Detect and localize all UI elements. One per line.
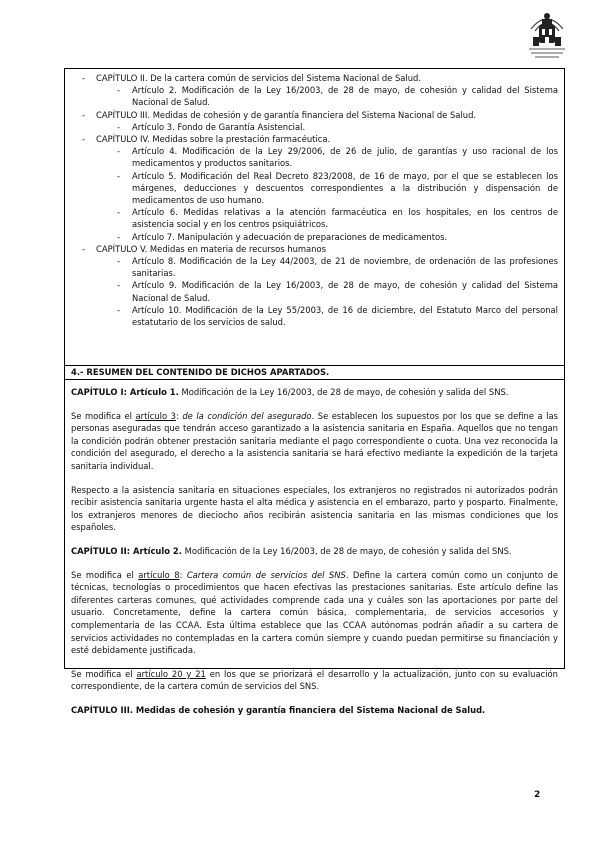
para3-colon: : (179, 569, 187, 580)
para3-pre: Se modifica el (71, 569, 139, 580)
toc-chapter-item (65, 133, 564, 145)
toc-item-text: Artículo 10. Modificación de la Ley 55/2003, de 16 de diciembre, del Estatuto Marco del personal estatutario de los servicios de salud. (132, 304, 558, 328)
section-heading: 4.- RESUMEN DEL CONTENIDO DE DICHOS APARTADOS. (65, 366, 564, 380)
chapter-1-desc: Modificación de la Ley 16/2003, de 28 de mayo, de cohesión y salida del SNS. (178, 387, 509, 397)
toc-article-item (65, 206, 564, 230)
article-3-title: de la condición del asegurado (182, 410, 312, 421)
toc-item-text: Artículo 5. Modificación del Real Decreto 823/2008, de 16 de mayo, por el que se establecen los márgenes, deducciones y descuentos correspondientes a la distribución y dispensación de medicamentos de uso humano. (132, 170, 558, 206)
toc-chapter-item (65, 243, 564, 255)
toc-article-item (65, 121, 564, 133)
toc-article-item (65, 170, 564, 207)
article-8-link: artículo 8 (138, 569, 180, 580)
toc-item-text: Artículo 4. Modificación de la Ley 29/2006, de 26 de julio, de garantías y uso racional de los medicamentos y productos sanitarios. (132, 146, 558, 169)
toc-bullet-dash: - (82, 243, 86, 254)
toc-item-text: Artículo 8. Modificación de la Ley 44/2003, de 21 de noviembre, de ordenación de las profesiones sanitarias. (132, 256, 558, 279)
toc-article-item (65, 231, 564, 243)
toc-item-text: Artículo 6. Medidas relativas a la atención farmacéutica en los hospitales, en los centros de asistencia social y en los centros psiquiátricos. (132, 207, 558, 230)
toc-chapter-item (65, 109, 564, 121)
university-seal-logo (521, 7, 573, 63)
para3-rest: . Define la cartera común como un conjunto de técnicas, tecnologías o procedimientos que hacen efectivas las prestaciones sanitarias. Este artículo define las diferentes carteras comunes, qué actividades comprende cada una y cuáles son las aportaciones por parte del usuario. Concretamente, define la cartera común básica, complementaria, de servicios accesorios y complementaria de las CCAA. Esta última establece que las CCAA autónomas podrán añadir a su cartera de servicios actividades no contempladas en la cartera común siempre y cuando puedan permitirse su financiación y esté debidamente justificada. (71, 569, 559, 656)
toc-bullet-dash: - (82, 73, 86, 83)
toc-article-item (65, 84, 564, 108)
paragraph-cartera-comun (71, 569, 558, 657)
article-3-link: artículo 3 (135, 410, 176, 421)
page-number: 2 (534, 790, 541, 800)
toc-bullet-dash: - (117, 121, 121, 132)
toc-article-item (65, 145, 564, 169)
paragraph-asegurado (71, 410, 558, 473)
toc-chapter-item (65, 72, 564, 84)
toc-bullet-dash: - (117, 207, 121, 218)
toc-item-text: CAPÍTULO II. De la cartera común de servicios del Sistema Nacional de Salud. (96, 73, 422, 83)
toc-item-text: CAPÍTULO V. Medidas en materia de recursos humanos (96, 243, 326, 254)
toc-bullet-dash: - (117, 146, 121, 157)
toc-article-item (65, 255, 564, 279)
chapter-2-desc: Modificación de la Ley 16/2003, de 28 de mayo, de cohesión y salida del SNS. (181, 545, 512, 556)
toc-item-text: Artículo 2. Modificación de la Ley 16/2003, de 28 de mayo, de cohesión y calidad del Sistema Nacional de Salud. (132, 85, 558, 108)
toc-article-item (65, 304, 564, 328)
paragraph-situaciones-especiales: Respecto a la asistencia sanitaria en situaciones especiales, los extranjeros no registrados ni autorizados podrán recibir asistencia sanitaria urgente hasta el alta médica y asistencia en el embarazo, parto y posparto. Finalmente, los extranjeros menores de dieciocho años recibirán asistencia sanitaria en las mismas condiciones que los españoles. (71, 484, 558, 533)
para4-rest: en los que se priorizará el desarrollo y la actualización, junto con su evaluación correspondiente, de la cartera común de servicios del SNS. (71, 668, 558, 692)
toc-item-text: CAPÍTULO IV. Medidas sobre la prestación farmacéutica. (96, 134, 331, 145)
chapter-1-heading (71, 386, 558, 399)
chapter-3-heading: CAPÍTULO III. Medidas de cohesión y garantía financiera del Sistema Nacional de Salud. (71, 704, 486, 715)
chapter-2-label: CAPÍTULO II: Artículo 2. (71, 545, 182, 556)
toc-article-item (65, 279, 564, 303)
article-8-title: Cartera común de servicios del SNS (186, 569, 346, 580)
toc-item-text: Artículo 9. Modificación de la Ley 16/2003, de 28 de mayo, de cohesión y calidad del Sistema Nacional de Salud. (132, 280, 558, 303)
table-of-contents (65, 69, 564, 366)
toc-item-text: CAPÍTULO III. Medidas de cohesión y de garantía financiera del Sistema Nacional de Salud. (96, 109, 477, 120)
toc-bullet-dash: - (117, 256, 121, 267)
toc-item-text: Artículo 7. Manipulación y adecuación de preparaciones de medicamentos. (132, 231, 448, 242)
para4-pre: Se modifica el (71, 668, 137, 679)
article-20-21-link: artículo 20 y 21 (136, 668, 206, 679)
toc-bullet-dash: - (117, 304, 121, 315)
summary-content (65, 380, 564, 716)
toc-bullet-dash: - (82, 134, 86, 145)
toc-bullet-dash: - (117, 280, 121, 291)
para1-pre: Se modifica el (71, 410, 136, 421)
chapter-2-heading (71, 545, 558, 558)
toc-bullet-dash: - (117, 231, 121, 242)
toc-item-text: Artículo 3. Fondo de Garantía Asistencial. (132, 121, 306, 132)
chapter-1-label: CAPÍTULO I: Artículo 1. (71, 387, 179, 397)
toc-bullet-dash: - (117, 170, 121, 181)
paragraph-articulo-20-21 (71, 668, 558, 693)
para1-colon: : (175, 410, 183, 421)
document-frame (64, 68, 565, 715)
toc-bullet-dash: - (117, 85, 121, 96)
toc-bullet-dash: - (82, 109, 86, 120)
para1-rest: . Se establecen los supuestos por los que se define a las personas aseguradas que tendrán acceso garantizado a la asistencia sanitaria en España. Aquellos que no tengan la condición podrán obtener prestación sanitaria mediante el pago correspondiente o cuota. Una vez reconocida la condición del asegurado, el derecho a la asistencia sanitaria se hará efectivo mediante la expedición de la tarjeta sanitaria individual. (71, 410, 559, 471)
